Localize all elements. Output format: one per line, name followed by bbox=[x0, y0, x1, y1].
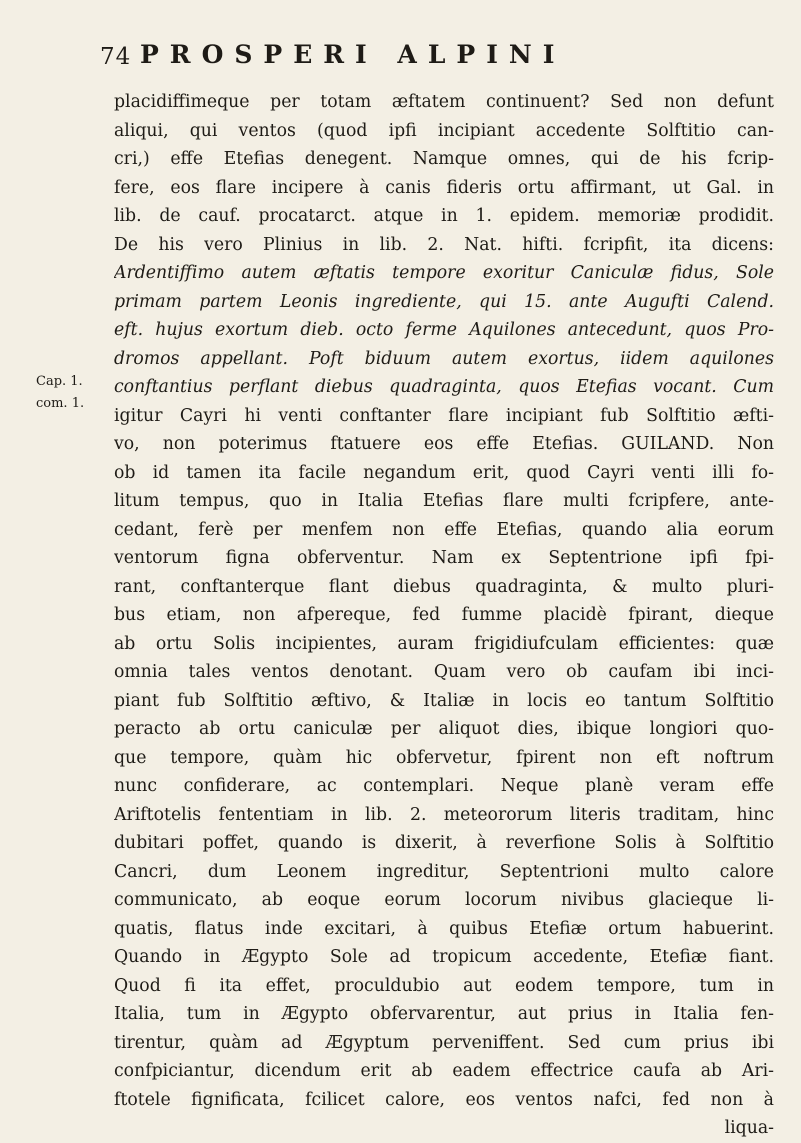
text-line: De his vero Plinius in lib. 2. Nat. hifti. fcripfit, ita dicens: bbox=[114, 234, 774, 255]
text-line: fere, eos flare incipere à canis fideris ortu affirmant, ut Gal. in bbox=[114, 177, 774, 198]
text-line: Italia, tum in Ægypto obfervarentur, aut prius in Italia fen- bbox=[114, 1004, 774, 1024]
text-line: tirentur, quàm ad Ægyptum perveniffent. Sed cum prius ibi bbox=[114, 1032, 774, 1053]
text-line: aliqui, qui ventos (quod ipfi incipiant accedente Solftitio can- bbox=[114, 120, 774, 141]
text-line: Quando in Ægypto Sole ad tropicum accedente, Etefiæ fiant. bbox=[114, 947, 774, 967]
quote-line: Ardentiffimo autem æftatis tempore exoritur Caniculæ fidus, Sole bbox=[114, 263, 774, 283]
text-line: communicato, ab eoque eorum locorum nivibus glacieque li- bbox=[114, 890, 774, 910]
quote-line: eft. hujus exortum dieb. octo ferme Aquilones antecedunt, quos Pro- bbox=[114, 320, 774, 340]
text-line: dubitari poffet, quando is dixerit, à reverfione Solis à Solftitio bbox=[114, 833, 774, 853]
quote-line: primam partem Leonis ingrediente, qui 15. ante Augufti Calend. bbox=[114, 291, 774, 312]
text-line: ab ortu Solis incipientes, auram frigidiufculam efficientes: quæ bbox=[114, 633, 774, 654]
text-line: Cancri, dum Leonem ingreditur, Septentrioni multo calore bbox=[114, 861, 774, 882]
margin-note-chapter: Cap. 1. bbox=[36, 374, 83, 389]
quote-line: conftantius perflant diebus quadraginta, quos Etefias vocant. Cum bbox=[114, 377, 774, 397]
margin-note-comment: com. 1. bbox=[36, 396, 85, 411]
text-line: litum tempus, quo in Italia Etefias flare multi fcripfere, ante- bbox=[114, 491, 774, 511]
text-line: lib. de cauf. procatarct. atque in 1. epidem. memoriæ prodidit. bbox=[114, 206, 774, 226]
text-line: cri,) effe Etefias denegent. Namque omnes, qui de his fcrip- bbox=[114, 149, 774, 169]
text-line: ob id tamen ita facile negandum erit, quod Cayri venti illi fo- bbox=[114, 462, 774, 483]
text-line: ftotele fignificata, fcilicet calore, eos ventos nafci, fed non à bbox=[114, 1089, 774, 1110]
body-text bbox=[114, 88, 774, 1143]
text-line: que tempore, quàm hic obfervetur, fpirent non eft noftrum bbox=[114, 747, 774, 768]
text-line: igitur Cayri hi venti conftanter flare incipiant fub Solftitio æfti- bbox=[114, 405, 774, 426]
text-line: confpiciantur, dicendum erit ab eadem effectrice caufa ab Ari- bbox=[114, 1061, 774, 1081]
text-line: placidiffimeque per totam æftatem continuent? Sed non defunt bbox=[114, 92, 774, 112]
catchword: liqua- bbox=[724, 1118, 774, 1138]
text-line: piant fub Solftitio æftivo, & Italiæ in locis eo tantum Solftitio bbox=[114, 690, 774, 711]
text-line: quatis, flatus inde excitari, à quibus Etefiæ ortum habuerint. bbox=[114, 918, 774, 939]
text-line: cedant, ferè per menfem non effe Etefias, quando alia eorum bbox=[114, 519, 774, 540]
text-line: ventorum figna obferventur. Nam ex Septentrione ipfi fpi- bbox=[114, 548, 774, 568]
text-line: Quod fi ita effet, proculdubio aut eodem tempore, tum in bbox=[114, 975, 774, 996]
text-line: vo, non poterimus ftatuere eos effe Etefias. GUILAND. Non bbox=[114, 434, 774, 454]
margin-note bbox=[36, 371, 84, 415]
text-line: bus etiam, non afpereque, fed fumme placidè fpirant, dieque bbox=[114, 605, 774, 625]
text-line: omnia tales ventos denotant. Quam vero ob caufam ibi inci- bbox=[114, 662, 774, 682]
running-head: PROSPERI ALPINI bbox=[140, 40, 566, 69]
text-line: rant, conftanterque flant diebus quadraginta, & multo pluri- bbox=[114, 576, 774, 597]
text-line: Ariftotelis fententiam in lib. 2. meteororum literis traditam, hinc bbox=[114, 804, 774, 825]
text-line: nunc confiderare, ac contemplari. Neque planè veram effe bbox=[114, 776, 774, 796]
page-number: 74 bbox=[100, 44, 132, 70]
text-line: peracto ab ortu caniculæ per aliquot dies, ibique longiori quo- bbox=[114, 719, 774, 739]
quote-line: dromos appellant. Poft biduum autem exortus, iidem aquilones bbox=[114, 348, 774, 369]
